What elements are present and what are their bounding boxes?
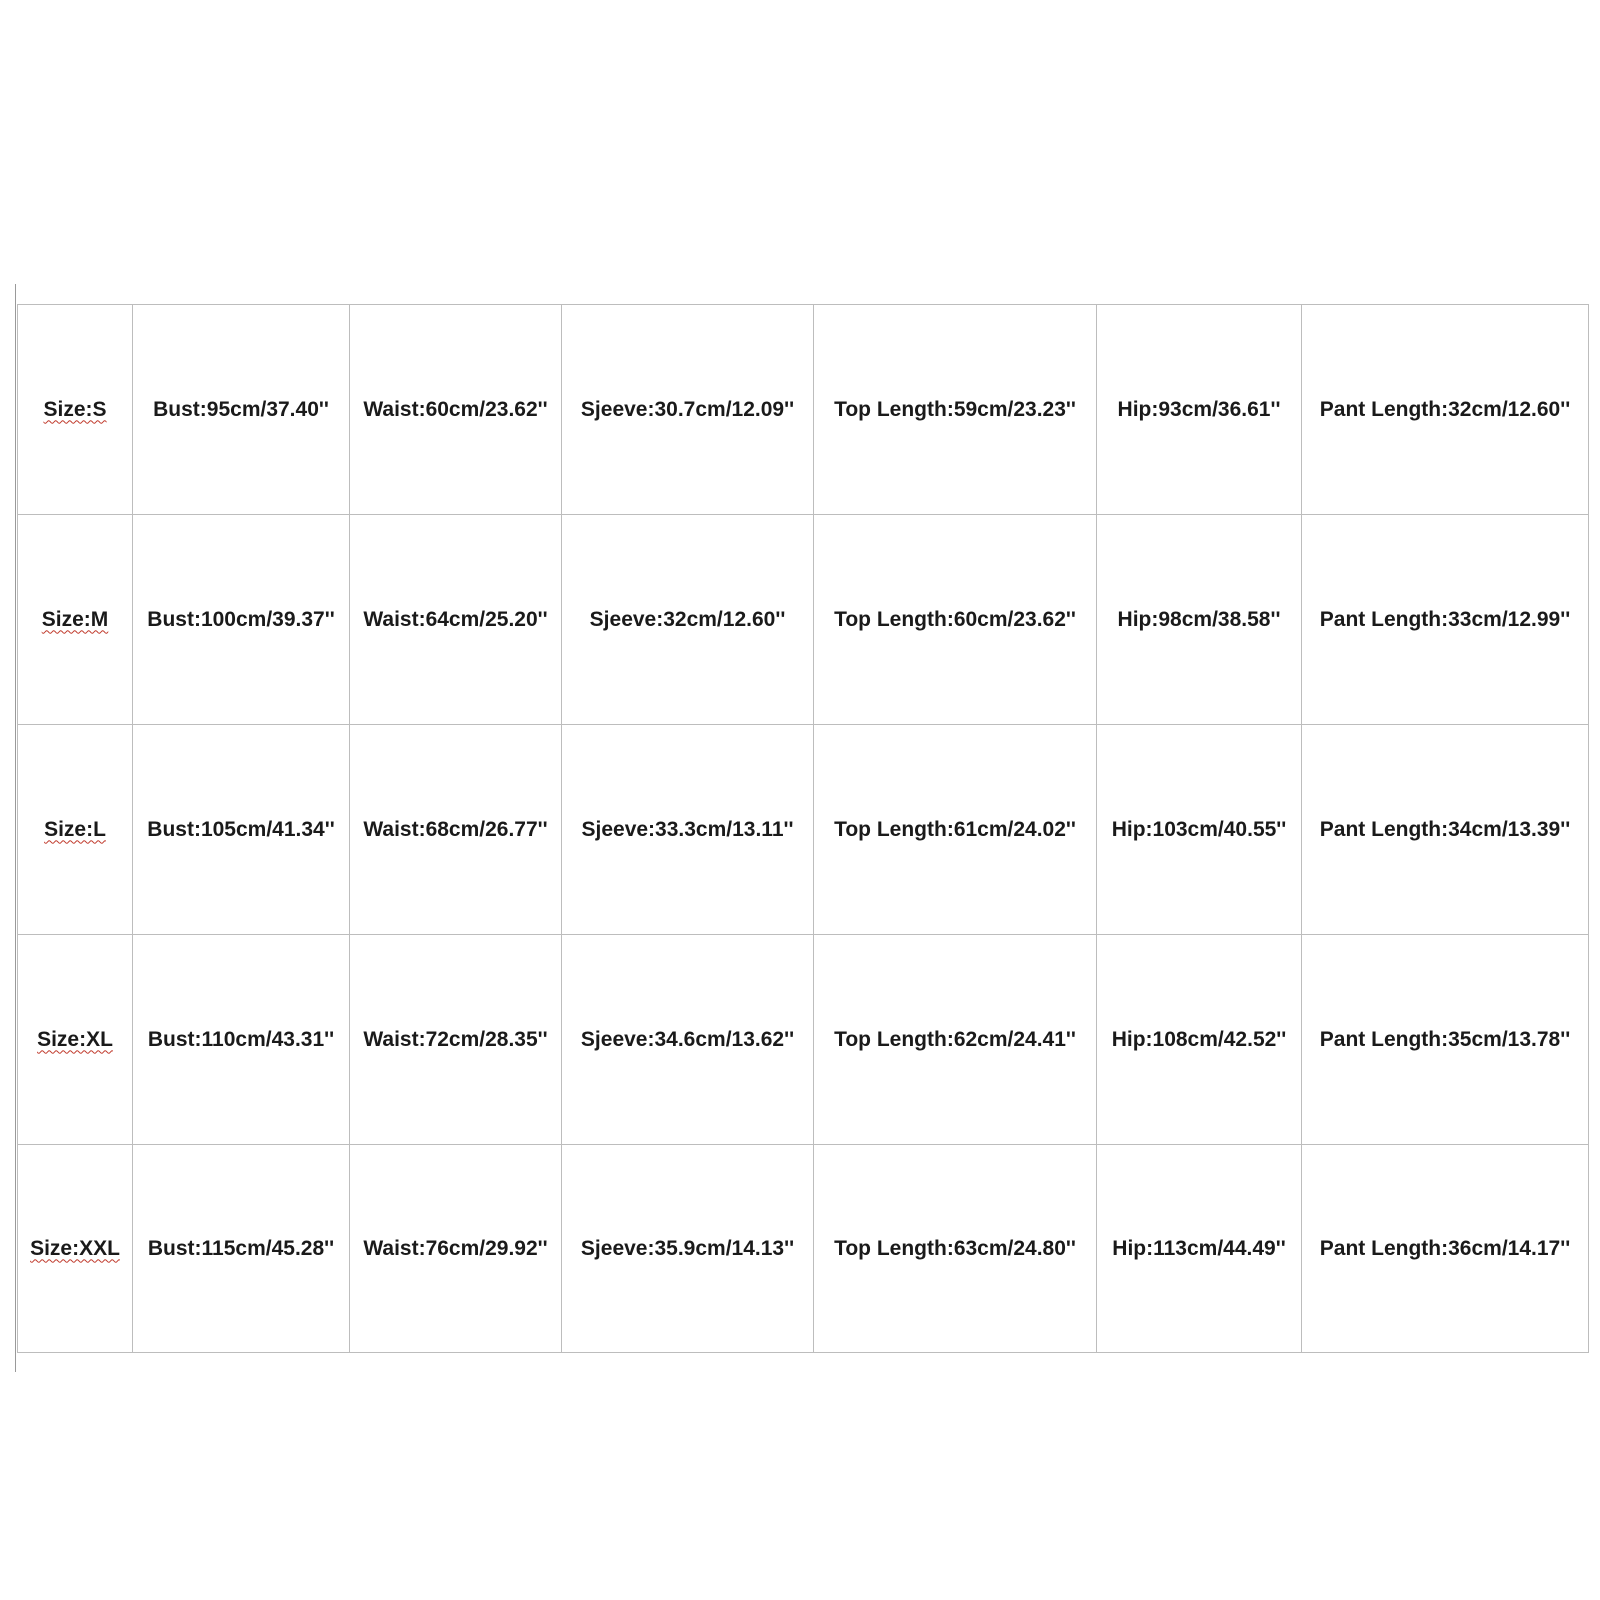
size-label: Size:M (41, 607, 109, 631)
waist-cell: Waist:72cm/28.35'' (350, 935, 562, 1145)
hip-cell: Hip:93cm/36.61'' (1097, 305, 1302, 515)
left-border-line (15, 284, 16, 1372)
waist-cell: Waist:60cm/23.62'' (350, 305, 562, 515)
pant-length-cell: Pant Length:36cm/14.17'' (1302, 1145, 1589, 1353)
top-length-cell: Top Length:63cm/24.80'' (814, 1145, 1097, 1353)
size-cell (18, 935, 133, 1145)
size-cell (18, 725, 133, 935)
top-length-cell: Top Length:60cm/23.62'' (814, 515, 1097, 725)
pant-length-cell: Pant Length:33cm/12.99'' (1302, 515, 1589, 725)
waist-cell: Waist:68cm/26.77'' (350, 725, 562, 935)
sleeve-cell: Sjeeve:35.9cm/14.13'' (562, 1145, 814, 1353)
hip-cell: Hip:108cm/42.52'' (1097, 935, 1302, 1145)
size-cell (18, 1145, 133, 1353)
hip-cell: Hip:98cm/38.58'' (1097, 515, 1302, 725)
top-length-cell: Top Length:59cm/23.23'' (814, 305, 1097, 515)
pant-length-cell: Pant Length:34cm/13.39'' (1302, 725, 1589, 935)
bust-cell: Bust:100cm/39.37'' (133, 515, 350, 725)
size-label: Size:L (44, 817, 106, 841)
bust-cell: Bust:115cm/45.28'' (133, 1145, 350, 1353)
pant-length-cell: Pant Length:35cm/13.78'' (1302, 935, 1589, 1145)
table-row (18, 725, 1589, 935)
size-cell (18, 515, 133, 725)
size-label: Size:XXL (30, 1236, 120, 1260)
sleeve-cell: Sjeeve:33.3cm/13.11'' (562, 725, 814, 935)
hip-cell: Hip:103cm/40.55'' (1097, 725, 1302, 935)
sleeve-cell: Sjeeve:30.7cm/12.09'' (562, 305, 814, 515)
size-chart-table (17, 304, 1589, 1353)
bust-cell: Bust:95cm/37.40'' (133, 305, 350, 515)
size-label: Size:S (43, 397, 107, 421)
table-row (18, 935, 1589, 1145)
table-row (18, 305, 1589, 515)
table-row (18, 1145, 1589, 1353)
hip-cell: Hip:113cm/44.49'' (1097, 1145, 1302, 1353)
top-length-cell: Top Length:61cm/24.02'' (814, 725, 1097, 935)
pant-length-cell: Pant Length:32cm/12.60'' (1302, 305, 1589, 515)
sleeve-cell: Sjeeve:32cm/12.60'' (562, 515, 814, 725)
table-row (18, 515, 1589, 725)
waist-cell: Waist:64cm/25.20'' (350, 515, 562, 725)
bust-cell: Bust:110cm/43.31'' (133, 935, 350, 1145)
size-cell (18, 305, 133, 515)
bust-cell: Bust:105cm/41.34'' (133, 725, 350, 935)
top-length-cell: Top Length:62cm/24.41'' (814, 935, 1097, 1145)
size-label: Size:XL (37, 1027, 113, 1051)
sleeve-cell: Sjeeve:34.6cm/13.62'' (562, 935, 814, 1145)
waist-cell: Waist:76cm/29.92'' (350, 1145, 562, 1353)
